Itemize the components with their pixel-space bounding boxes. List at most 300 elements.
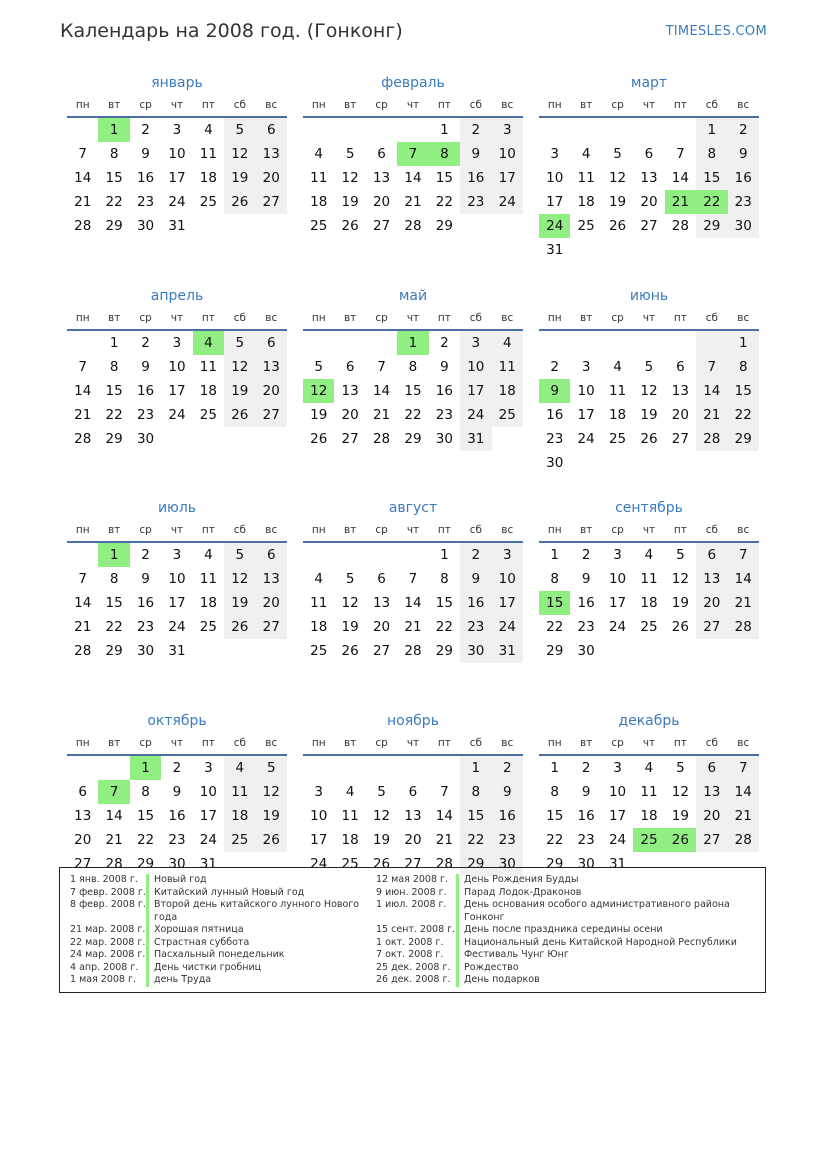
day-cell: 13 [256, 355, 287, 379]
day-cell: 19 [671, 807, 689, 824]
month-name: ноябрь [387, 712, 439, 729]
weekday-label: чт [406, 99, 420, 111]
day-cell: 2 [460, 543, 491, 567]
month-name: апрель [150, 287, 204, 304]
day-cell: 18 [492, 379, 523, 403]
holiday-color-marker [456, 924, 459, 937]
empty-cell [303, 118, 334, 142]
day-cell: 20 [341, 406, 359, 423]
month-name: сентябрь [615, 500, 683, 516]
weekday-label: сб [469, 99, 482, 111]
day-cell: 2 [141, 122, 150, 138]
day-cell: 12 [341, 595, 359, 611]
month-name: декабрь [618, 712, 680, 729]
day-cell: 2 [440, 334, 449, 351]
legend-holiday-name: День чистки гробниц [154, 961, 262, 973]
holiday-color-marker [146, 874, 149, 887]
day-grid [67, 543, 287, 663]
day-cell: 28 [728, 828, 759, 852]
day-cell: 23 [492, 828, 523, 852]
day-cell: 4 [644, 759, 654, 776]
day-cell: 26 [608, 218, 627, 234]
day-cell: 28 [435, 855, 453, 872]
day-cell: 2 [460, 118, 491, 142]
month-name: июль [157, 500, 197, 516]
weekday-label: сб [705, 524, 718, 536]
day-cell: 21 [728, 804, 759, 828]
empty-cell [366, 543, 397, 567]
holiday-day-cell: 15 [539, 591, 570, 615]
day-cell: 14 [728, 780, 759, 804]
day-cell: 25 [199, 194, 217, 210]
empty-cell [633, 331, 664, 355]
day-cell: 1 [440, 547, 449, 563]
day-cell: 1 [460, 756, 491, 780]
day-cell: 28 [372, 430, 391, 447]
day-cell: 25 [492, 403, 523, 427]
day-cell: 11 [608, 382, 627, 399]
legend-holiday-name: день Труда [154, 974, 212, 985]
day-cell: 19 [224, 379, 255, 403]
day-grid [67, 331, 287, 451]
day-cell: 30 [136, 643, 155, 659]
weekday-label: пт [437, 311, 451, 324]
day-cell: 23 [577, 619, 595, 635]
day-cell: 12 [341, 170, 359, 186]
day-cell: 8 [408, 358, 418, 375]
weekday-header [539, 94, 759, 118]
day-cell: 2 [141, 547, 150, 563]
weekday-label: вт [343, 736, 357, 749]
day-cell: 22 [460, 828, 491, 852]
day-cell: 24 [199, 831, 217, 848]
day-cell: 2 [728, 118, 759, 142]
day-cell: 28 [74, 643, 92, 659]
day-cell: 3 [204, 759, 213, 776]
weekday-label: пн [547, 311, 562, 324]
day-cell: 4 [492, 331, 523, 355]
weekday-label: сб [469, 736, 482, 749]
day-cell: 26 [372, 855, 391, 872]
weekday-label: вс [737, 736, 750, 749]
day-cell: 23 [168, 831, 186, 848]
day-cell: 3 [550, 146, 559, 162]
day-cell: 3 [172, 122, 182, 138]
weekday-label: вс [265, 311, 278, 324]
day-grid [303, 331, 523, 451]
legend-item [376, 937, 756, 950]
day-cell: 29 [435, 643, 453, 659]
weekday-header [303, 519, 523, 543]
day-cell: 28 [404, 643, 422, 659]
day-grid [539, 756, 759, 876]
weekday-label: сб [705, 736, 718, 749]
day-cell: 22 [728, 403, 759, 427]
month-calendar [539, 497, 759, 710]
weekday-label: чт [642, 311, 656, 324]
day-cell: 21 [728, 591, 759, 615]
day-cell: 24 [168, 406, 186, 423]
day-cell: 27 [256, 403, 287, 427]
day-cell: 27 [256, 190, 287, 214]
day-cell: 18 [199, 170, 217, 186]
day-cell: 6 [408, 783, 418, 800]
day-cell: 11 [199, 146, 217, 162]
day-cell: 4 [644, 547, 654, 563]
day-cell: 14 [74, 170, 92, 186]
holiday-day-cell: 25 [633, 828, 664, 852]
day-cell: 19 [224, 166, 255, 190]
legend-holiday-name: Рождество [464, 961, 519, 973]
day-cell: 5 [644, 358, 654, 375]
weekday-label: пт [201, 99, 215, 111]
day-cell: 14 [404, 595, 422, 611]
weekday-label: ср [611, 524, 624, 536]
legend-holiday-name: День подарков [464, 974, 540, 985]
day-cell: 4 [613, 358, 622, 375]
weekday-label: ср [375, 311, 388, 324]
day-cell: 6 [696, 756, 727, 780]
weekday-label: пн [311, 311, 326, 324]
weekday-label: пн [75, 736, 90, 749]
day-cell: 23 [136, 619, 155, 635]
day-cell: 21 [74, 406, 92, 423]
day-cell: 16 [577, 807, 595, 824]
empty-cell [397, 118, 428, 142]
weekday-label: пт [201, 524, 215, 536]
day-cell: 1 [550, 759, 559, 776]
weekday-label: пн [311, 99, 326, 111]
day-cell: 22 [546, 831, 564, 848]
day-cell: 2 [550, 358, 559, 375]
day-cell: 21 [372, 406, 391, 423]
day-cell: 23 [460, 615, 491, 639]
day-cell: 11 [341, 807, 359, 824]
day-cell: 5 [676, 547, 685, 563]
day-cell: 4 [204, 547, 213, 563]
weekday-label: вт [107, 736, 121, 749]
day-cell: 31 [492, 639, 523, 663]
month-calendar [539, 285, 759, 498]
empty-cell [665, 118, 696, 142]
holiday-day-cell: 24 [539, 214, 570, 238]
legend-item [376, 974, 756, 987]
day-cell: 23 [460, 190, 491, 214]
legend-item [70, 874, 370, 887]
day-cell: 3 [581, 358, 591, 375]
weekday-label: сб [469, 311, 482, 324]
weekday-label: пт [673, 524, 687, 536]
month-calendar [303, 285, 523, 498]
day-cell: 28 [696, 427, 727, 451]
day-cell: 1 [728, 331, 759, 355]
day-cell: 24 [608, 619, 627, 635]
weekday-label: вт [343, 311, 357, 324]
empty-cell [366, 331, 397, 355]
legend-date: 4 апр. 2008 г. [70, 961, 139, 973]
day-cell: 6 [696, 543, 727, 567]
day-cell: 10 [310, 807, 328, 824]
day-cell: 14 [372, 382, 391, 399]
day-cell: 9 [460, 142, 491, 166]
day-cell: 8 [109, 358, 119, 375]
day-cell: 20 [640, 194, 658, 210]
day-cell: 19 [608, 194, 627, 210]
day-cell: 12 [372, 807, 391, 824]
day-grid [67, 118, 287, 238]
empty-cell [397, 543, 428, 567]
day-cell: 10 [546, 170, 564, 186]
day-cell: 8 [550, 783, 559, 800]
day-cell: 24 [310, 855, 328, 872]
day-cell: 21 [696, 403, 727, 427]
day-cell: 19 [372, 831, 391, 848]
weekday-label: ср [375, 524, 388, 536]
month-calendar [67, 497, 287, 710]
day-cell: 22 [136, 831, 155, 848]
page-title: Календарь на 2008 год. (Гонконг) [60, 20, 403, 42]
legend-item [70, 924, 370, 937]
legend-holiday-name: День после праздника середины осени [464, 924, 663, 935]
day-cell: 28 [404, 218, 422, 234]
day-cell: 18 [640, 595, 658, 611]
day-cell: 25 [199, 406, 217, 423]
day-cell: 13 [372, 170, 391, 186]
day-cell: 16 [136, 382, 155, 399]
holiday-day-cell: 7 [98, 780, 129, 804]
day-cell: 23 [136, 406, 155, 423]
day-cell: 15 [728, 379, 759, 403]
legend-item [376, 949, 756, 962]
weekday-header [303, 94, 523, 118]
weekday-header [67, 519, 287, 543]
holiday-color-marker [456, 949, 459, 962]
weekday-label: ср [611, 99, 624, 111]
empty-cell [334, 543, 365, 567]
weekday-header [303, 307, 523, 331]
empty-cell [334, 331, 365, 355]
day-cell: 12 [224, 567, 255, 591]
holiday-day-cell: 9 [539, 379, 570, 403]
day-cell: 9 [141, 571, 150, 587]
brand-link[interactable]: TIMESLES.COM [665, 24, 767, 39]
day-cell: 30 [492, 852, 523, 876]
day-cell: 10 [492, 142, 523, 166]
day-cell: 27 [671, 430, 689, 447]
legend-date: 7 окт. 2008 г. [376, 949, 444, 960]
legend-date: 1 июл. 2008 г. [376, 899, 447, 910]
day-cell: 17 [310, 831, 328, 848]
day-cell: 29 [105, 643, 123, 659]
holiday-color-marker [146, 949, 149, 962]
holiday-color-marker [146, 962, 149, 975]
day-cell: 13 [696, 567, 727, 591]
weekday-label: ср [611, 311, 624, 324]
legend-holiday-name: Пасхальный понедельник [154, 949, 285, 960]
day-cell: 28 [74, 430, 92, 447]
holiday-day-cell: 1 [397, 331, 428, 355]
day-cell: 5 [345, 146, 355, 162]
day-cell: 22 [404, 406, 422, 423]
day-cell: 29 [546, 643, 564, 659]
day-cell: 13 [404, 807, 422, 824]
day-cell: 17 [492, 166, 523, 190]
empty-cell [633, 118, 664, 142]
weekday-label: пн [311, 736, 326, 749]
weekday-label: ср [375, 99, 388, 111]
day-cell: 27 [640, 218, 658, 234]
day-cell: 20 [256, 166, 287, 190]
weekday-header [67, 732, 287, 756]
empty-cell [570, 331, 601, 355]
holiday-color-marker [456, 974, 459, 987]
weekday-label: пн [75, 311, 90, 324]
day-cell: 4 [204, 122, 213, 138]
day-cell: 24 [577, 430, 595, 447]
day-cell: 19 [256, 804, 287, 828]
empty-cell [429, 756, 460, 780]
day-cell: 21 [404, 194, 422, 210]
empty-cell [696, 331, 727, 355]
weekday-label: вс [501, 524, 514, 536]
day-cell: 9 [460, 567, 491, 591]
empty-cell [570, 118, 601, 142]
day-cell: 26 [640, 430, 658, 447]
day-cell: 24 [168, 194, 186, 210]
legend-date: 21 мар. 2008 г. [70, 924, 146, 935]
empty-cell [366, 756, 397, 780]
day-cell: 8 [109, 571, 119, 587]
day-cell: 27 [696, 828, 727, 852]
day-cell: 13 [372, 595, 391, 611]
day-cell: 10 [608, 783, 627, 800]
legend-date: 22 мар. 2008 г. [70, 936, 146, 948]
day-cell: 16 [577, 595, 595, 611]
day-cell: 20 [256, 591, 287, 615]
empty-cell [366, 118, 397, 142]
weekday-label: пн [547, 524, 562, 536]
weekday-label: вт [107, 524, 121, 536]
day-cell: 23 [546, 430, 564, 447]
weekday-label: чт [170, 524, 184, 536]
weekday-label: вт [107, 311, 121, 324]
weekday-label: вс [501, 311, 514, 324]
day-cell: 11 [492, 355, 523, 379]
weekday-label: чт [406, 311, 420, 324]
legend-item [70, 887, 370, 900]
legend-date: 25 дек. 2008 г. [376, 961, 451, 973]
day-cell: 9 [581, 783, 591, 800]
month-calendar [67, 72, 287, 285]
day-cell: 10 [168, 571, 186, 587]
day-cell: 25 [199, 619, 217, 635]
weekday-label: пн [547, 736, 562, 749]
weekday-label: вт [579, 524, 593, 536]
day-cell: 20 [671, 406, 689, 423]
legend-holiday-name: Страстная суббота [154, 936, 250, 948]
weekday-label: вт [343, 99, 357, 111]
day-cell: 18 [310, 194, 328, 210]
day-cell: 6 [256, 543, 287, 567]
holiday-day-cell: 22 [696, 190, 727, 214]
weekday-label: чт [642, 524, 656, 536]
day-cell: 17 [199, 807, 217, 824]
day-cell: 27 [372, 218, 391, 234]
holiday-day-cell: 21 [665, 190, 696, 214]
month-name: февраль [381, 75, 445, 91]
day-cell: 3 [314, 783, 323, 800]
holiday-day-cell: 26 [665, 828, 696, 852]
day-cell: 8 [550, 571, 559, 587]
day-cell: 26 [224, 190, 255, 214]
day-cell: 29 [105, 430, 123, 447]
day-cell: 10 [492, 567, 523, 591]
day-cell: 20 [256, 379, 287, 403]
day-cell: 29 [460, 852, 491, 876]
day-cell: 31 [168, 643, 186, 659]
day-cell: 9 [141, 146, 150, 162]
day-cell: 20 [404, 831, 422, 848]
day-cell: 27 [372, 643, 391, 659]
weekday-label: пт [437, 736, 451, 749]
weekday-label: сб [233, 311, 246, 324]
legend-holiday-name: Новый год [154, 874, 207, 885]
day-cell: 16 [460, 591, 491, 615]
day-cell: 22 [105, 194, 123, 210]
day-grid [539, 118, 759, 262]
empty-cell [602, 118, 633, 142]
day-cell: 17 [168, 382, 186, 399]
day-cell: 17 [608, 807, 627, 824]
day-cell: 17 [546, 194, 564, 210]
day-cell: 16 [136, 170, 155, 186]
day-cell: 21 [74, 619, 92, 635]
day-grid [303, 543, 523, 663]
weekday-label: чт [642, 99, 656, 111]
day-cell: 26 [256, 828, 287, 852]
day-cell: 26 [341, 218, 359, 234]
legend-item [70, 962, 370, 975]
day-cell: 8 [460, 780, 491, 804]
day-cell: 10 [577, 382, 595, 399]
day-cell: 7 [728, 543, 759, 567]
day-cell: 16 [492, 804, 523, 828]
empty-cell [98, 756, 129, 780]
empty-cell [303, 756, 334, 780]
weekday-label: вт [343, 524, 357, 536]
day-cell: 14 [696, 379, 727, 403]
weekday-label: чт [170, 736, 184, 749]
weekday-label: чт [170, 311, 184, 324]
weekday-label: сб [469, 524, 482, 536]
day-cell: 3 [492, 118, 523, 142]
day-cell: 11 [640, 783, 658, 800]
day-cell: 30 [577, 643, 595, 659]
empty-cell [303, 543, 334, 567]
day-cell: 5 [256, 756, 287, 780]
weekday-label: пн [547, 99, 562, 111]
day-cell: 23 [435, 406, 453, 423]
day-cell: 26 [671, 619, 689, 635]
day-cell: 11 [310, 170, 328, 186]
day-cell: 7 [78, 358, 87, 375]
day-cell: 7 [696, 355, 727, 379]
weekday-label: вт [107, 99, 121, 111]
day-cell: 30 [460, 639, 491, 663]
day-cell: 19 [671, 595, 689, 611]
legend-date: 1 янв. 2008 г. [70, 874, 138, 885]
day-cell: 4 [314, 146, 323, 162]
